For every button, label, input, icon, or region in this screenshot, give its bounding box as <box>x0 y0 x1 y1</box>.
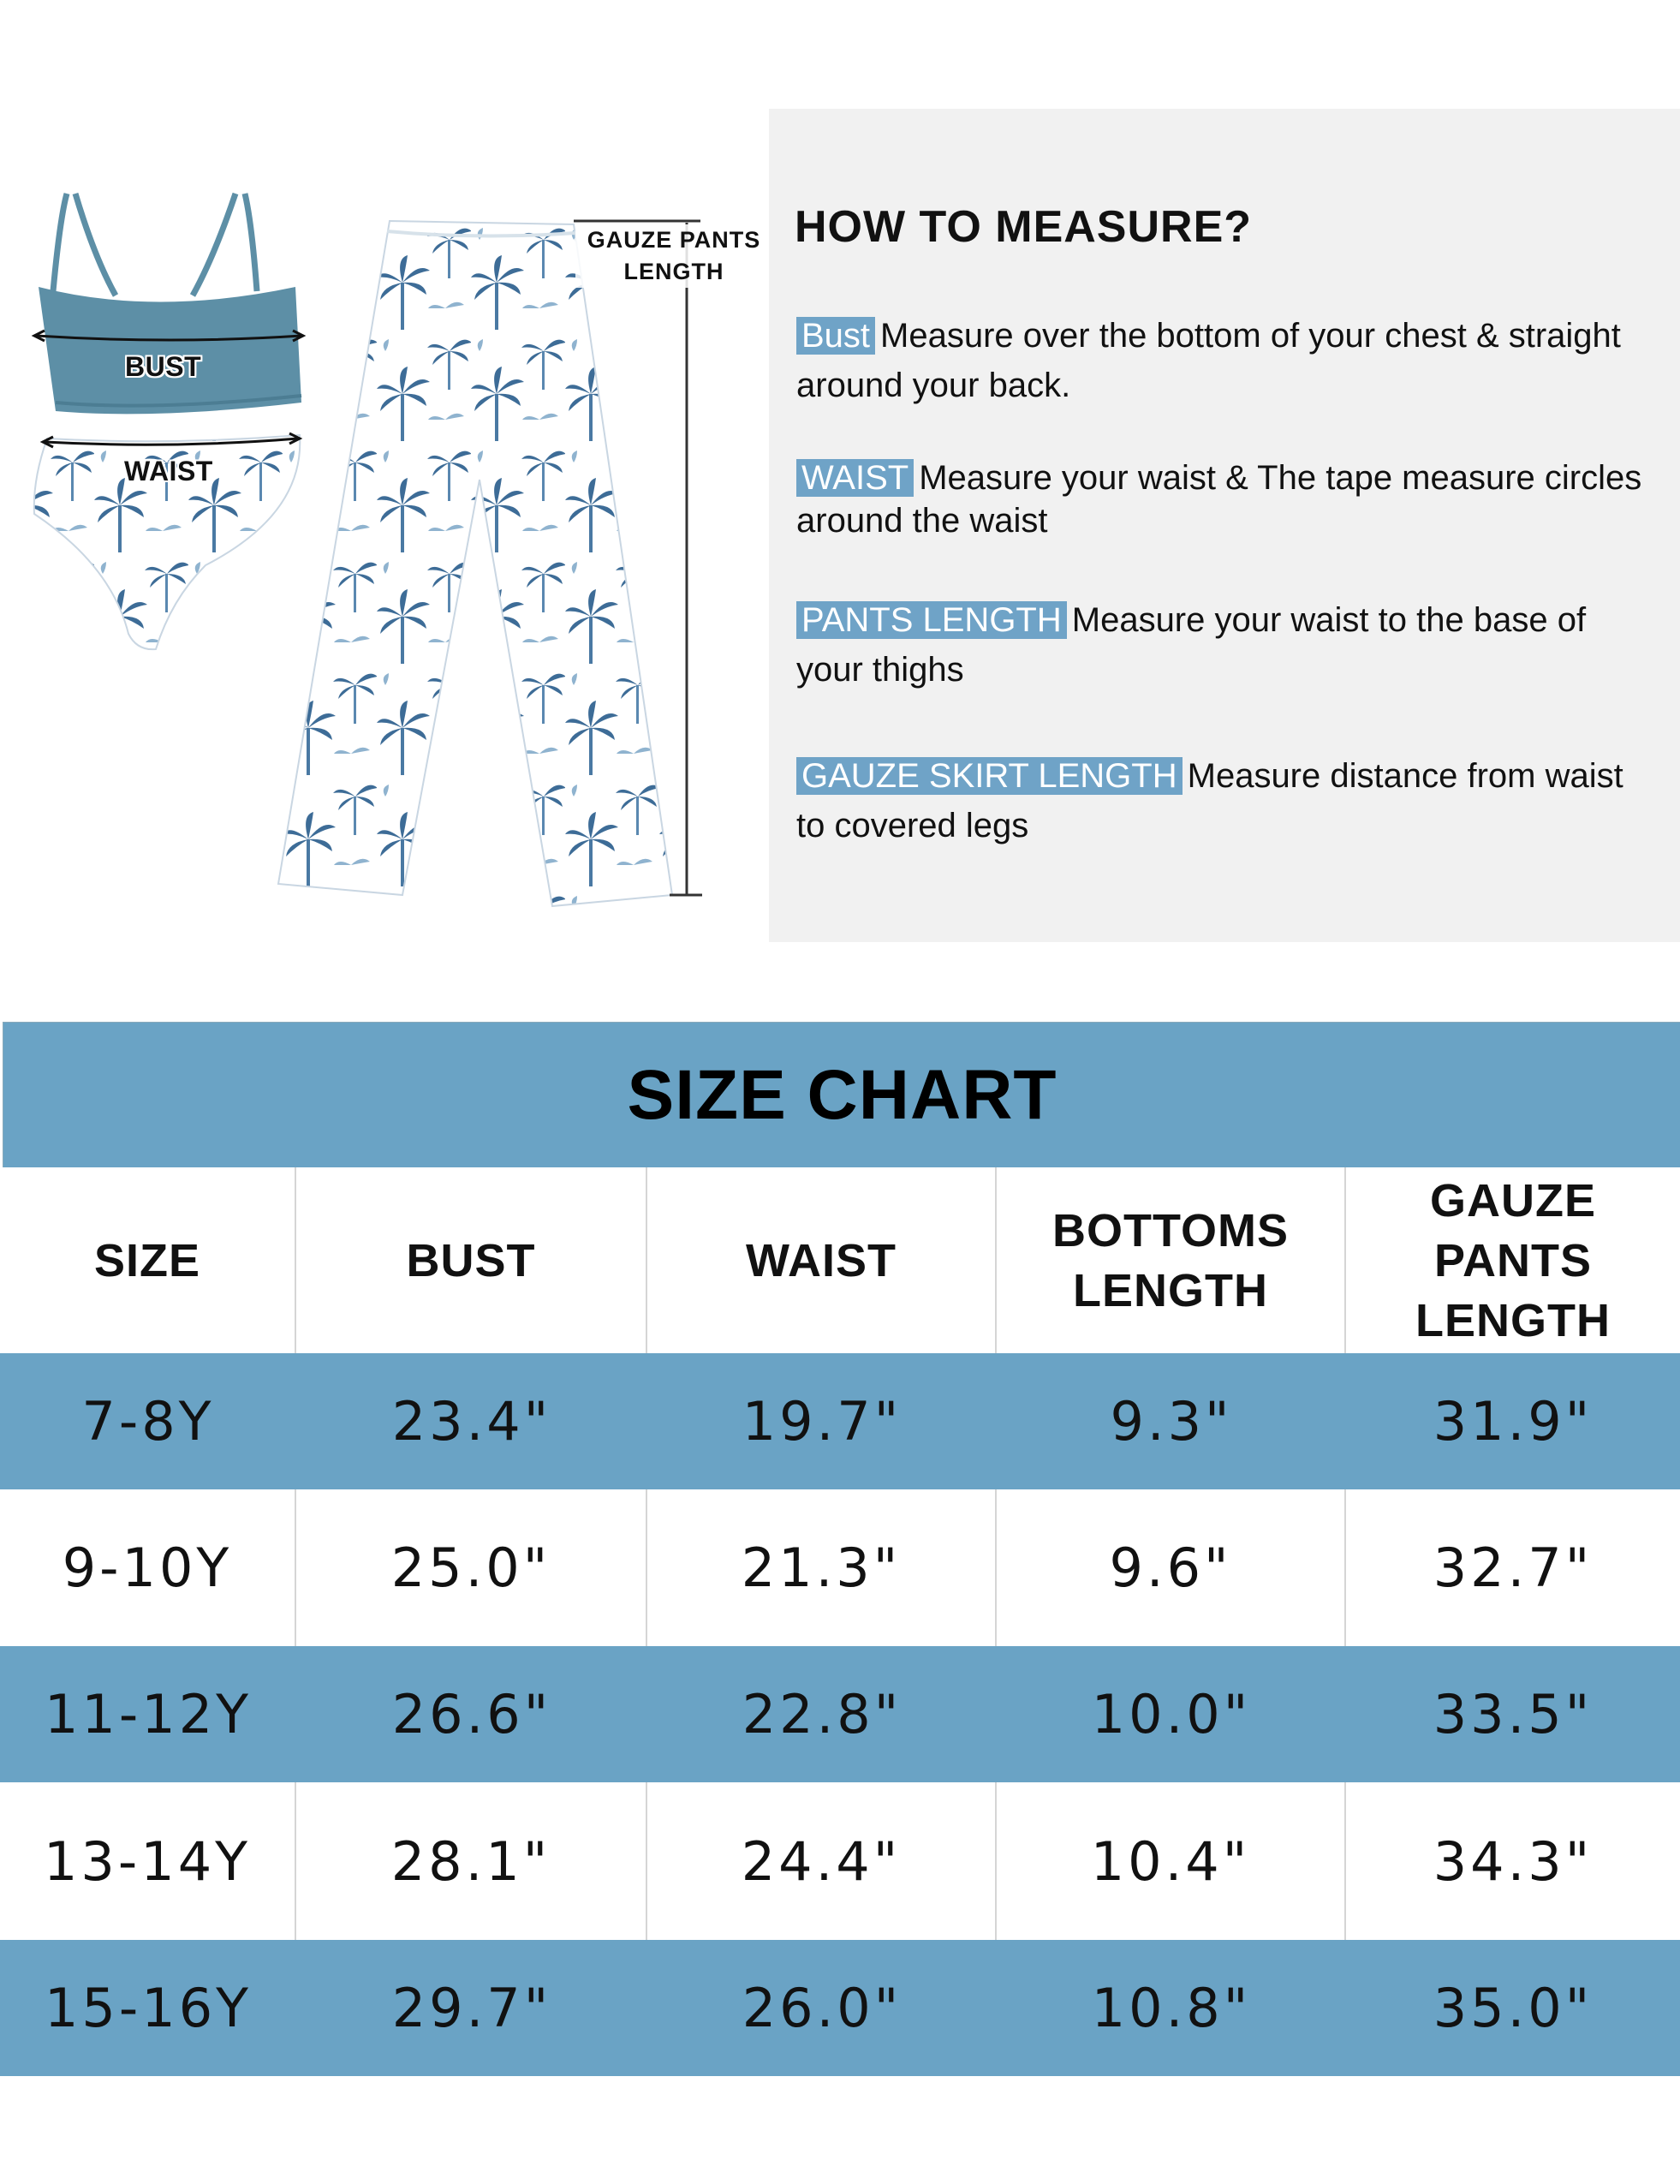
bust-cell: 26.6" <box>391 1683 552 1745</box>
table-row <box>0 1940 1680 2076</box>
waist-cell: 21.3" <box>647 1489 997 1646</box>
measure-item-bust <box>796 311 1661 410</box>
bottoms-length-cell: 9.3" <box>1110 1390 1233 1453</box>
size-cell: 15-16Y <box>44 1977 253 2039</box>
waist-cell: 26.0" <box>742 1977 903 2039</box>
product-illustration <box>0 0 762 942</box>
gauze-skirt-length-tag: GAUZE SKIRT LENGTH <box>796 757 1183 795</box>
measure-item-gauze-skirt-length <box>796 751 1661 850</box>
waist-cell: 22.8" <box>742 1683 903 1745</box>
gauze-pants-length-cell: 31.9" <box>1433 1390 1594 1453</box>
how-to-measure-title: HOW TO MEASURE? <box>795 202 1253 252</box>
table-row <box>0 1782 1680 1940</box>
waist-cell: 19.7" <box>742 1390 903 1453</box>
bottoms-length-cell: 9.6" <box>997 1489 1346 1646</box>
header-waist: WAIST <box>647 1167 997 1353</box>
bottoms-length-cell: 10.8" <box>1091 1977 1252 2039</box>
header-bottoms-length: BOTTOMS LENGTH <box>997 1167 1346 1353</box>
size-table <box>0 1167 1680 2076</box>
bust-cell: 23.4" <box>391 1390 552 1453</box>
pants-length-tag: PANTS LENGTH <box>796 601 1067 639</box>
waist-instructions: Measure your waist & The tape measure circles around the waist <box>796 459 1642 540</box>
pants-label-line2: LENGTH <box>623 259 724 284</box>
header-gauze-pants-length: GAUZE PANTS LENGTH <box>1415 1174 1611 1346</box>
size-chart-header <box>3 1022 1680 1169</box>
how-to-measure-panel <box>769 109 1680 942</box>
bust-cell: 25.0" <box>296 1489 647 1646</box>
pants-length-instructions: Measure your waist to the base of your thighs <box>796 601 1587 689</box>
waist-label: WAIST <box>124 456 213 486</box>
waist-cell: 24.4" <box>647 1782 997 1940</box>
gauze-skirt-length-instructions: Measure distance from waist to covered legs <box>796 757 1623 844</box>
header-size: SIZE <box>0 1167 296 1353</box>
size-cell: 13-14Y <box>0 1782 296 1940</box>
gauze-pants-length-cell: 35.0" <box>1433 1977 1594 2039</box>
header-bust: BUST <box>296 1167 647 1353</box>
size-cell: 9-10Y <box>0 1489 296 1646</box>
gauze-pants-length-cell: 32.7" <box>1433 1537 1594 1599</box>
gauze-pants <box>278 221 672 906</box>
bust-instructions: Measure over the bottom of your chest & straight around your back. <box>796 317 1621 404</box>
size-cell: 11-12Y <box>44 1683 253 1745</box>
gauze-pants-length-label <box>575 224 772 288</box>
table-row <box>0 1489 1680 1646</box>
waist-tag: WAIST <box>796 459 914 497</box>
table-row <box>0 1646 1680 1782</box>
measure-item-pants-length <box>796 595 1661 695</box>
gauze-pants-length-cell: 33.5" <box>1433 1683 1594 1745</box>
size-chart-title: SIZE CHART <box>627 1056 1057 1134</box>
size-cell: 7-8Y <box>81 1390 215 1453</box>
bottoms-length-cell: 10.0" <box>1091 1683 1252 1745</box>
bust-tag: Bust <box>796 317 875 355</box>
pants-label-line1: GAUZE PANTS <box>587 227 761 253</box>
gauze-pants-length-cell: 34.3" <box>1433 1829 1594 1893</box>
bust-cell: 29.7" <box>391 1977 552 2039</box>
table-row <box>0 1353 1680 1489</box>
bust-label: BUST <box>125 351 202 382</box>
table-header-row <box>0 1167 1680 1353</box>
bust-cell: 28.1" <box>296 1782 647 1940</box>
measure-item-waist <box>796 456 1661 542</box>
bottoms-length-cell: 10.4" <box>997 1782 1346 1940</box>
